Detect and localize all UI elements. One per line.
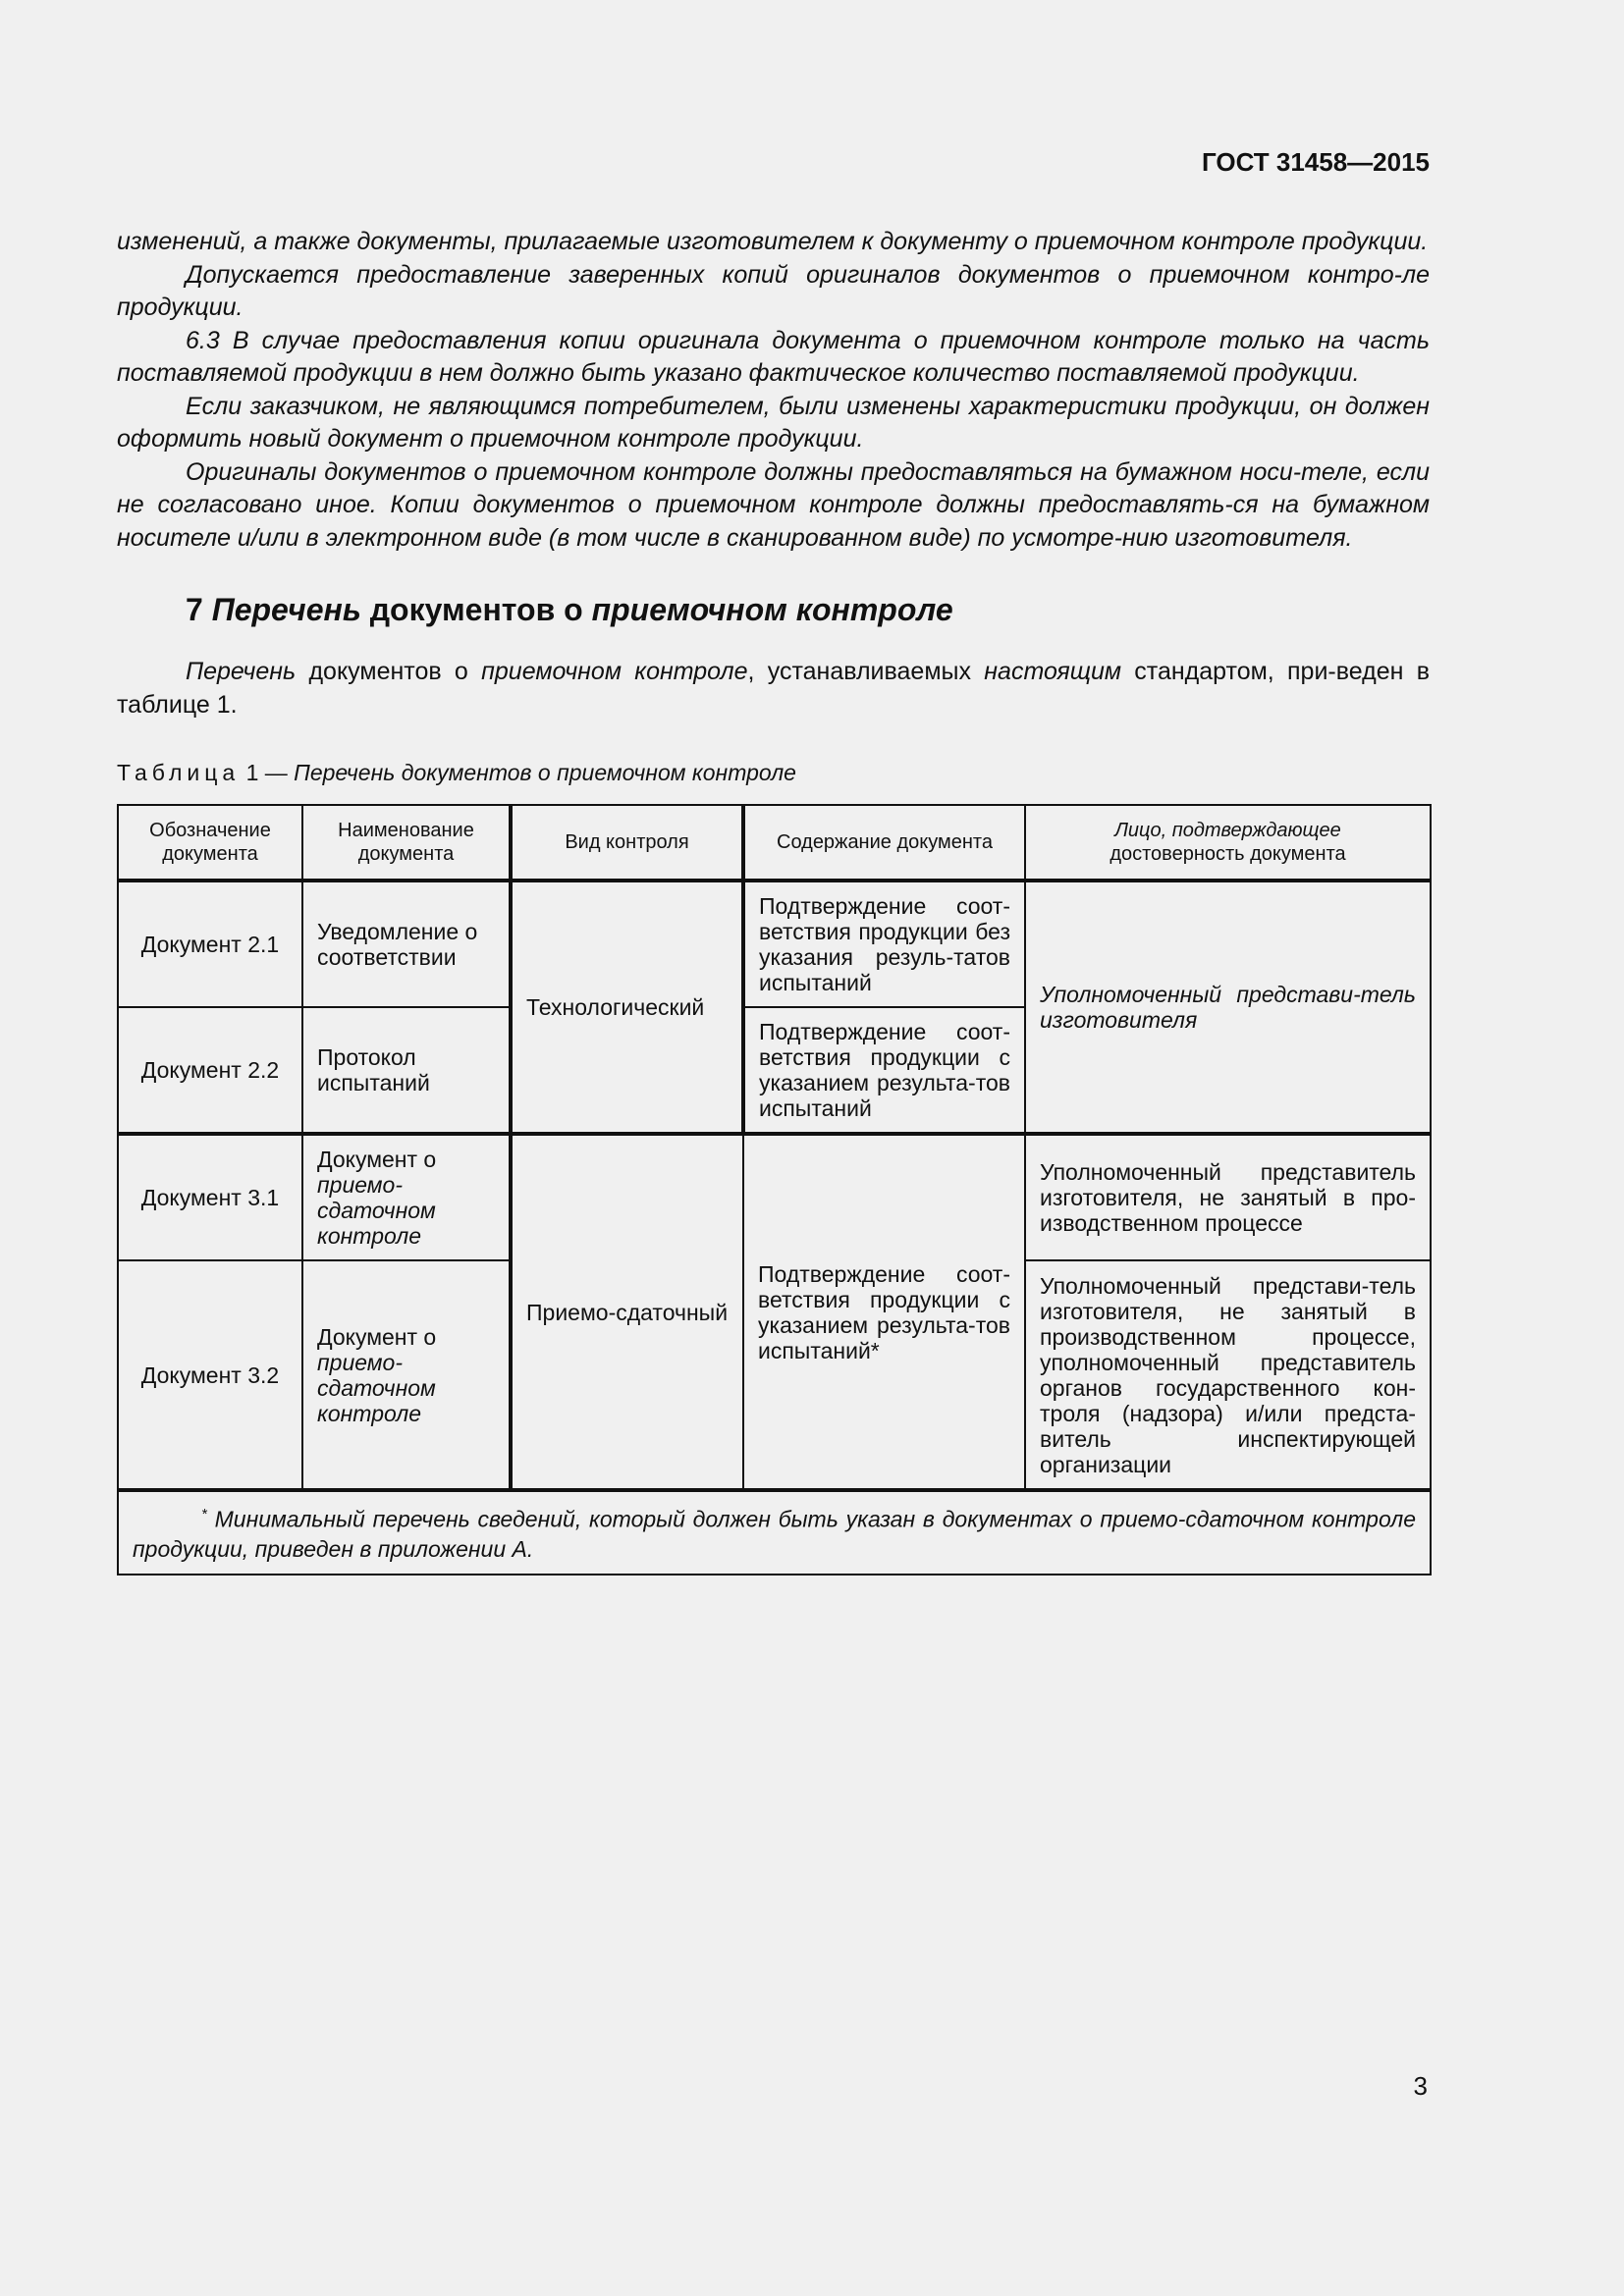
intro-part: стандартом, при-веден в таблице 1. bbox=[117, 658, 1430, 719]
cell-name-part: Документ о bbox=[317, 1147, 437, 1172]
header-person-line: Лицо, подтверждающее bbox=[1114, 820, 1341, 841]
cell-designation: Документ 3.2 bbox=[118, 1260, 302, 1490]
cell-name bbox=[302, 1260, 511, 1490]
intro-part: настоящим bbox=[984, 658, 1122, 685]
section-title-part: Перечень bbox=[211, 592, 361, 627]
header-person-line: достоверность документа bbox=[1110, 843, 1346, 865]
page-content bbox=[117, 226, 1430, 1575]
cell-content: Подтверждение соот-ветствия продукции с указанием результа-тов испытаний* bbox=[743, 1134, 1025, 1490]
header-designation: Обозначение документа bbox=[118, 805, 302, 881]
cell-name-part: приемо-сдаточном контроле bbox=[317, 1349, 436, 1426]
cell-name: Протокол испытаний bbox=[302, 1007, 511, 1134]
cell-designation: Документ 2.1 bbox=[118, 881, 302, 1007]
documents-table bbox=[117, 804, 1432, 1575]
footnote-spacer bbox=[133, 1507, 201, 1532]
cell-designation: Документ 3.1 bbox=[118, 1134, 302, 1260]
section-title-part: приемочном контроле bbox=[591, 592, 953, 627]
intro-part: , устанавливаемых bbox=[747, 658, 985, 685]
table-row bbox=[118, 881, 1431, 1007]
table-footnote-row bbox=[118, 1490, 1431, 1575]
table-footnote bbox=[118, 1490, 1431, 1575]
header-name: Наименование документа bbox=[302, 805, 511, 881]
table-row bbox=[118, 1134, 1431, 1260]
page-number: 3 bbox=[1413, 2071, 1428, 2101]
document-code: ГОСТ 31458—2015 bbox=[1202, 147, 1430, 177]
paragraph: 6.3 В случае предоставления копии оригинала документа о приемочном контроле только на часть поставляемой продукции в нем должно быть указано фактическое количество поставляемой продукции. bbox=[117, 326, 1430, 387]
intro-part: документов о bbox=[296, 658, 482, 685]
cell-name-part: приемо-сдаточном контроле bbox=[317, 1172, 436, 1249]
header-control-type: Вид контроля bbox=[511, 805, 743, 881]
table-header-row bbox=[118, 805, 1431, 881]
cell-person: Уполномоченный представитель изготовителя, не занятый в про-изводственном процессе bbox=[1025, 1134, 1431, 1260]
cell-name: Уведомление о соответствии bbox=[302, 881, 511, 1007]
cell-name bbox=[302, 1134, 511, 1260]
paragraph: Оригиналы документов о приемочном контроле должны предоставляться на бумажном носи-теле, если не согласовано иное. Копии документов о приемочном контроле должны предоставлять-ся на бумажном носителе и/или в электронном виде (в том числе в сканированном виде) по усмотре-нию изготовителя. bbox=[117, 457, 1430, 552]
paragraph: Допускается предоставление заверенных копий оригиналов документов о приемочном контро-ле продукции. bbox=[117, 260, 1430, 321]
table-caption bbox=[117, 760, 1430, 786]
caption-label: Таблица bbox=[117, 760, 241, 785]
intro-part: приемочном контроле bbox=[481, 658, 748, 685]
footnote-mark: * bbox=[201, 1506, 207, 1522]
cell-control-type: Технологический bbox=[511, 881, 743, 1134]
cell-person: Уполномоченный представи-тель изготовителя bbox=[1025, 881, 1431, 1134]
section-title-part: документов о bbox=[360, 592, 592, 627]
cell-content: Подтверждение соот-ветствия продукции без указания резуль-татов испытаний bbox=[743, 881, 1025, 1007]
header-person bbox=[1025, 805, 1431, 881]
section-number: 7 bbox=[186, 592, 203, 627]
caption-title: Перечень документов о приемочном контроле bbox=[294, 760, 796, 785]
section-intro bbox=[117, 656, 1430, 721]
cell-person: Уполномоченный представи-тель изготовителя, не занятый в производственном процессе, уполномоченный представитель органов государственного кон-троля (надзора) и/или предста-витель инспектирующей организации bbox=[1025, 1260, 1431, 1490]
footnote-text: Минимальный перечень сведений, который должен быть указан в документах о приемо-сдаточном контроле продукции, приведен в приложении А. bbox=[133, 1506, 1416, 1562]
paragraph: Если заказчиком, не являющимся потребителем, были изменены характеристики продукции, он должен оформить новый документ о приемочном контроле продукции. bbox=[117, 392, 1430, 453]
section-heading bbox=[186, 592, 1430, 628]
cell-content: Подтверждение соот-ветствия продукции с указанием результа-тов испытаний bbox=[743, 1007, 1025, 1134]
cell-control-type: Приемо-сдаточный bbox=[511, 1134, 743, 1490]
paragraph: изменений, а также документы, прилагаемые изготовителем к документу о приемочном контроле продукции. bbox=[117, 228, 1429, 255]
intro-part: Перечень bbox=[186, 658, 297, 685]
cell-designation: Документ 2.2 bbox=[118, 1007, 302, 1134]
header-content: Содержание документа bbox=[743, 805, 1025, 881]
caption-number: 1 — bbox=[240, 760, 295, 785]
cell-name-part: Документ о bbox=[317, 1323, 437, 1350]
